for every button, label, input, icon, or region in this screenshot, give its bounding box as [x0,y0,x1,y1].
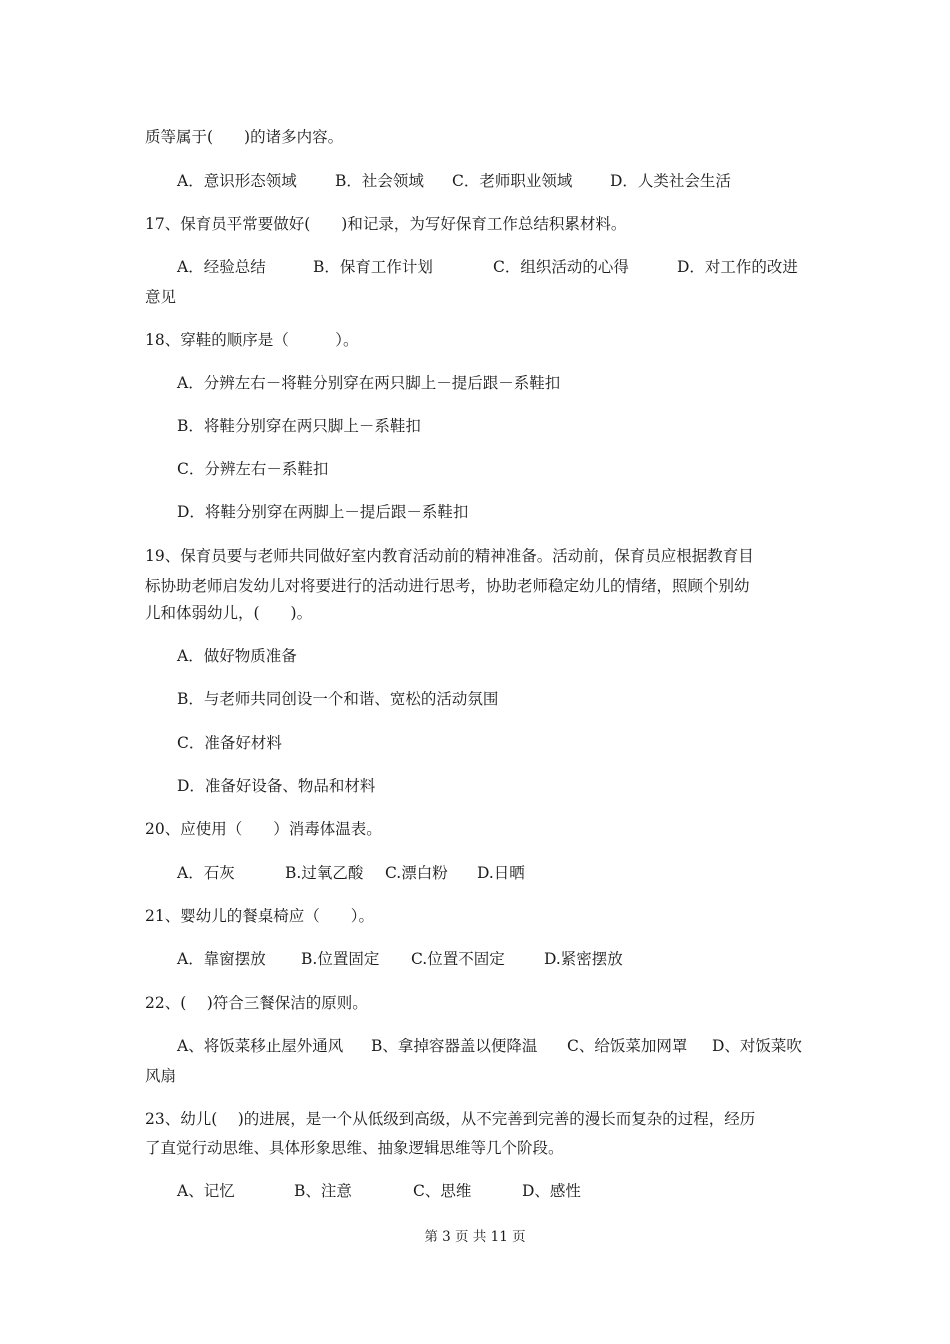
q22-option-d: D、对饭菜吹 [712,1037,802,1055]
q22-option-c: C、给饭菜加网罩 [567,1037,688,1055]
q21-stem: 21、婴幼儿的餐桌椅应（ ）。 [145,907,374,925]
q22-option-d-wrap: 风扇 [145,1067,177,1085]
q23-stem-line-2: 了直觉行动思维、具体形象思维、抽象逻辑思维等几个阶段。 [145,1139,564,1157]
q16-option-a: A．意识形态领域 [177,172,297,190]
q22-options [177,1036,802,1056]
q21-option-c: C.位置不固定 [411,950,505,968]
q20-options [177,863,525,883]
q22-option-a: A、将饭菜移止屋外通风 [177,1037,344,1055]
q17-stem: 17、保育员平常要做好( )和记录，为写好保育工作总结积累材料。 [145,215,627,233]
q23-options [177,1181,581,1201]
q18-option-c: C．分辨左右－系鞋扣 [177,460,329,478]
q16-option-c: C．老师职业领域 [452,172,573,190]
q20-option-b: B.过氧乙酸 [285,864,364,882]
q20-option-c: C.漂白粉 [385,864,448,882]
q19-stem-line-2: 标协助老师启发幼儿对将要进行的活动进行思考，协助老师稳定幼儿的情绪，照顾个别幼 [145,577,750,595]
q17-option-d: D．对工作的改进 [677,258,798,276]
q20-option-a: A．石灰 [177,864,235,882]
q23-stem-line-1: 23、幼儿( )的进展，是一个从低级到高级，从不完善到完善的漫长而复杂的过程，经历 [145,1110,756,1128]
q23-option-d: D、感性 [522,1182,581,1200]
q16-options [177,171,731,191]
q16-option-d: D．人类社会生活 [610,172,731,190]
q21-options [177,949,623,969]
q23-option-b: B、注意 [294,1182,352,1200]
q18-option-a: A．分辨左右－将鞋分别穿在两只脚上－提后跟－系鞋扣 [177,374,561,392]
q18-stem: 18、穿鞋的顺序是（ ）。 [145,331,359,349]
q22-stem: 22、( )符合三餐保洁的原则。 [145,994,368,1012]
q18-option-b: B．将鞋分别穿在两只脚上－系鞋扣 [177,417,421,435]
q19-option-a: A．做好物质准备 [177,647,297,665]
q16-stem-tail: 质等属于( )的诸多内容。 [145,128,344,146]
page-number: 第 3 页 共 11 页 [424,1229,526,1245]
q16-option-b: B．社会领域 [335,172,424,190]
q19-option-d: D．准备好设备、物品和材料 [177,777,376,795]
q17-option-a: A．经验总结 [177,258,266,276]
q21-option-b: B.位置固定 [301,950,380,968]
q23-option-a: A、记忆 [177,1182,235,1200]
q17-options [177,257,798,277]
q19-option-c: C．准备好材料 [177,734,282,752]
q19-option-b: B．与老师共同创设一个和谐、宽松的活动氛围 [177,690,499,708]
q20-stem: 20、应使用（ ）消毒体温表。 [145,820,382,838]
q19-stem-line-3: 儿和体弱幼儿，( )。 [145,604,313,622]
q23-option-c: C、思维 [413,1182,472,1200]
q20-option-d: D.日晒 [477,864,525,882]
q21-option-a: A．靠窗摆放 [177,950,266,968]
q17-option-d-wrap: 意见 [145,288,177,306]
q18-option-d: D．将鞋分别穿在两脚上－提后跟－系鞋扣 [177,503,469,521]
q19-stem-line-1: 19、保育员要与老师共同做好室内教育活动前的精神准备。活动前，保育员应根据教育目 [145,547,754,565]
q21-option-d: D.紧密摆放 [544,950,623,968]
q22-option-b: B、拿掉容器盖以便降温 [371,1037,538,1055]
q17-option-c: C．组织活动的心得 [493,258,629,276]
q17-option-b: B．保育工作计划 [313,258,433,276]
